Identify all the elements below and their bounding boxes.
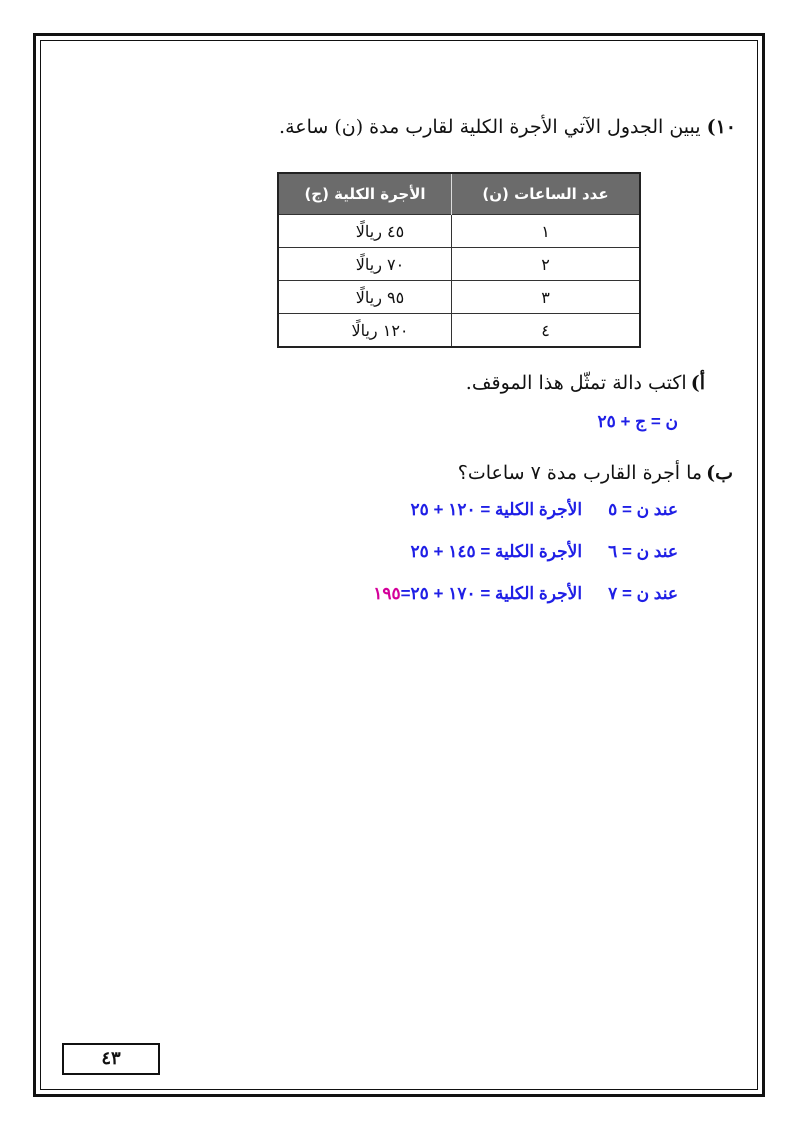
answer-calculation: الأجرة الكلية = ١٧٠ + ٢٥=	[400, 584, 583, 603]
question-number: ١٠)	[706, 116, 736, 138]
fees-table	[277, 172, 641, 348]
part-b-answer-line	[411, 500, 678, 520]
cell-fee: ١٢٠ ريالًا	[278, 314, 452, 348]
cell-fee: ٩٥ ريالًا	[278, 281, 452, 314]
cell-fee: ٧٠ ريالًا	[278, 248, 452, 281]
cell-hours: ٤	[452, 314, 641, 348]
table-row	[278, 215, 640, 248]
part-b-prompt	[458, 462, 733, 484]
table-row	[278, 314, 640, 348]
answer-result: ١٩٥	[373, 584, 401, 603]
header-fee: الأجرة الكلية (ج)	[278, 173, 452, 215]
answer-condition: عند ن = ٦	[608, 542, 678, 561]
part-b-label: ب)	[706, 462, 733, 484]
question-body: يبين الجدول الآتي الأجرة الكلية لقارب مدة (ن) ساعة.	[279, 116, 701, 138]
question-text	[279, 116, 736, 138]
cell-hours: ٣	[452, 281, 641, 314]
table-row	[278, 248, 640, 281]
part-a-text: اكتب دالة تمثّل هذا الموقف.	[465, 372, 687, 394]
table-row	[278, 281, 640, 314]
part-b-text: ما أجرة القارب مدة ٧ ساعات؟	[457, 462, 703, 484]
answer-condition: عند ن = ٧	[608, 584, 678, 603]
cell-hours: ١	[452, 215, 641, 248]
table-header-row	[278, 173, 640, 215]
part-b-answer-line	[411, 542, 678, 562]
answer-calculation: الأجرة الكلية = ١٢٠ + ٢٥	[410, 500, 583, 519]
part-a-label: أ)	[690, 372, 705, 394]
header-hours: عدد الساعات (ن)	[452, 173, 641, 215]
part-a-answer: ن = ج + ٢٥	[597, 412, 678, 431]
cell-fee: ٤٥ ريالًا	[278, 215, 452, 248]
part-a-prompt	[466, 372, 705, 394]
cell-hours: ٢	[452, 248, 641, 281]
answer-calculation: الأجرة الكلية = ١٤٥ + ٢٥	[410, 542, 583, 561]
page-number: ٤٣	[62, 1043, 160, 1075]
part-b-answer-line	[373, 584, 678, 604]
answer-condition: عند ن = ٥	[608, 500, 678, 519]
